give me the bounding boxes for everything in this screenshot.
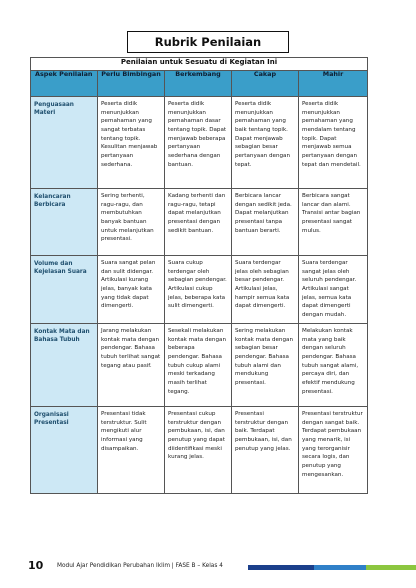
rubric-cell: Sering terhenti, ragu-ragu, dan membutuhkan banyak bantuan untuk melanjutkan presentasi. xyxy=(98,189,165,256)
rubric-cell: Peserta didik menunjukkan pemahaman yang sangat terbatas tentang topik. Kesulitan menjawab pertanyaan sederhana. xyxy=(98,97,165,189)
column-header-mahir: Mahir xyxy=(299,71,368,97)
table-subheader: Penilaian untuk Sesuatu di Kegiatan Ini xyxy=(31,58,368,71)
rubric-cell: Suara terdengar jelas oleh sebagian besar pendengar. Artikulasi jelas, hampir semua kata dapat dimengerti. xyxy=(232,256,299,324)
rubric-cell: Suara sangat pelan dan sulit didengar. Artikulasi kurang jelas, banyak kata yang tidak dapat dimengerti. xyxy=(98,256,165,324)
rubric-cell: Berbicara lancar dengan sedikit jeda. Dapat melanjutkan presentasi tanpa bantuan berarti. xyxy=(232,189,299,256)
rubric-cell: Peserta didik menunjukkan pemahaman yang baik tentang topik. Dapat menjawab sebagian besar pertanyaan dengan tepat. xyxy=(232,97,299,189)
rubric-cell: Presentasi tidak terstruktur. Sulit mengikuti alur informasi yang disampaikan. xyxy=(98,407,165,494)
column-header-aspect: Aspek Penilaian xyxy=(31,71,98,97)
rubric-cell: Kadang terhenti dan ragu-ragu, tetapi dapat melanjutkan presentasi dengan sedikit bantuan. xyxy=(165,189,232,256)
rubric-table xyxy=(30,57,368,494)
table-row xyxy=(31,97,368,189)
footer-stripe-green xyxy=(366,565,416,570)
rubric-cell: Presentasi cukup terstruktur dengan pembukaan, isi, dan penutup yang dapat diidentifikasi meski kurang jelas. xyxy=(165,407,232,494)
rubric-cell: Presentasi terstruktur dengan sangat baik. Terdapat pembukaan yang menarik, isi yang terorganisir secara logis, dan penutup yang mengesankan. xyxy=(299,407,368,494)
rubric-cell: Berbicara sangat lancar dan alami. Transisi antar bagian presentasi sangat mulus. xyxy=(299,189,368,256)
aspect-label: Volume dan Kejelasan Suara xyxy=(31,256,98,324)
aspect-label: Penguasaan Materi xyxy=(31,97,98,189)
rubric-cell: Suara terdengar sangat jelas oleh seluruh pendengar. Artikulasi sangat jelas, semua kata dapat dimengerti dengan mudah. xyxy=(299,256,368,324)
table-row xyxy=(31,407,368,494)
footer-stripe-navy xyxy=(248,565,314,570)
aspect-label: Kelancaran Berbicara xyxy=(31,189,98,256)
rubric-cell: Suara cukup terdengar oleh sebagian pendengar. Artikulasi cukup jelas, beberapa kata sulit dimengerti. xyxy=(165,256,232,324)
footer-caption: Modul Ajar Pendidikan Perubahan Iklim | FASE B – Kelas 4 xyxy=(57,563,223,569)
table-row xyxy=(31,324,368,407)
page-title-text: Rubrik Penilaian xyxy=(154,35,262,49)
page-number: 10 xyxy=(28,559,44,572)
rubric-cell: Sering melakukan kontak mata dengan sebagian besar pendengar. Bahasa tubuh alami dan mendukung presentasi. xyxy=(232,324,299,407)
rubric-cell: Presentasi terstruktur dengan baik. Terdapat pembukaan, isi, dan penutup yang jelas. xyxy=(232,407,299,494)
aspect-label: Kontak Mata dan Bahasa Tubuh xyxy=(31,324,98,407)
page-title xyxy=(127,31,289,53)
rubric-cell: Sesekali melakukan kontak mata dengan beberapa pendengar. Bahasa tubuh cukup alami meski terkadang masih terlihat tegang. xyxy=(165,324,232,407)
rubric-cell: Jarang melakukan kontak mata dengan pendengar. Bahasa tubuh terlihat sangat tegang atau pasif. xyxy=(98,324,165,407)
footer-stripe-blue xyxy=(314,565,366,570)
aspect-label: Organisasi Presentasi xyxy=(31,407,98,494)
column-header-cakap: Cakap xyxy=(232,71,299,97)
rubric-cell: Melakukan kontak mata yang baik dengan seluruh pendengar. Bahasa tubuh sangat alami, percaya diri, dan efektif mendukung presentasi. xyxy=(299,324,368,407)
column-header-berkembang: Berkembang xyxy=(165,71,232,97)
table-row xyxy=(31,256,368,324)
column-header-perlu-bimbingan: Perlu Bimbingan xyxy=(98,71,165,97)
table-row xyxy=(31,189,368,256)
rubric-cell: Peserta didik menunjukkan pemahaman yang mendalam tentang topik. Dapat menjawab semua pertanyaan dengan tepat dan mendetail. xyxy=(299,97,368,189)
rubric-cell: Peserta didik menunjukkan pemahaman dasar tentang topik. Dapat menjawab beberapa pertanyaan sederhana dengan bantuan. xyxy=(165,97,232,189)
